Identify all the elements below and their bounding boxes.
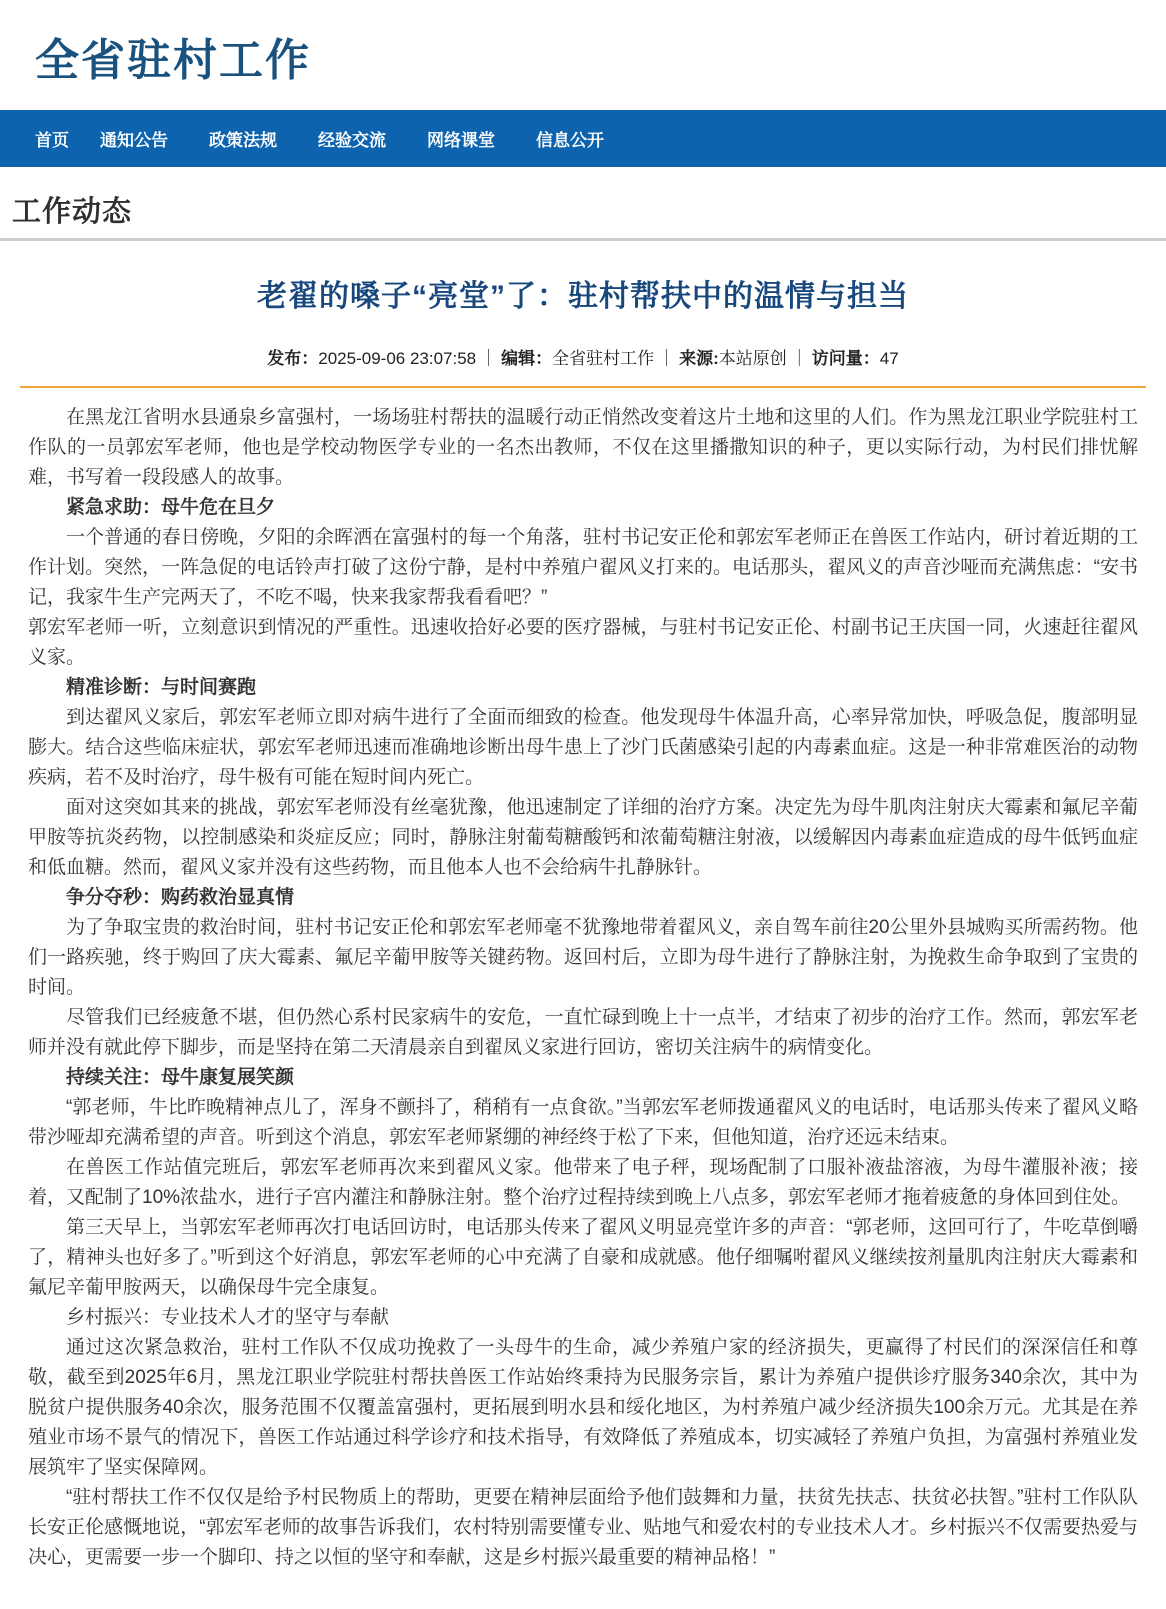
main-nav — [0, 110, 1166, 167]
article-paragraph: 在黑龙江省明水县通泉乡富强村，一场场驻村帮扶的温暖行动正悄然改变着这片土地和这里的人们。作为黑龙江职业学院驻村工作队的一员郭宏军老师，他也是学校动物医学专业的一名杰出教师，不仅在这里播撒知识的种子，更以实际行动，为村民们排忧解难，书写着一段段感人的故事。 — [28, 407, 1138, 488]
meta-label: 来源: — [679, 349, 719, 368]
article-title: 老翟的嗓子“亮堂”了：驻村帮扶中的温情与担当 — [257, 280, 909, 313]
meta-label: 发布： — [267, 349, 319, 368]
article-paragraph: 到达翟风义家后，郭宏军老师立即对病牛进行了全面而细致的检查。他发现母牛体温升高，心率异常加快，呼吸急促，腹部明显膨大。结合这些临床症状，郭宏军老师迅速而准确地诊断出母牛患上了沙门氏菌感染引起的内毒素血症。这是一种非常难医治的动物疾病，若不及时治疗，母牛极有可能在短时间内死亡。 — [28, 707, 1138, 788]
article-subheading: 精准诊断：与时间赛跑 — [66, 677, 257, 698]
nav-item-info-disclosure[interactable]: 信息公开 — [536, 131, 604, 150]
site-logo[interactable]: 全省驻村工作 — [35, 36, 311, 85]
article-meta — [0, 344, 1166, 369]
article-body — [0, 388, 1166, 1609]
section-bar — [0, 167, 1166, 241]
meta-separator: ｜ — [658, 349, 676, 368]
nav-item-courses[interactable]: 网络课堂 — [427, 131, 495, 150]
nav-item-home[interactable]: 首页 — [35, 131, 69, 150]
article-subheading: 乡村振兴：专业技术人才的坚守与奉献 — [66, 1307, 390, 1328]
article — [0, 277, 1166, 1609]
nav-item-notices[interactable]: 通知公告 — [100, 131, 168, 150]
meta-editor — [501, 349, 654, 368]
article-paragraph: 郭宏军老师一听，立刻意识到情况的严重性。迅速收拾好必要的医疗器械，与驻村书记安正伦、村副书记王庆国一同，火速赶往翟风义家。 — [28, 617, 1138, 668]
meta-publish-time — [267, 349, 476, 368]
article-paragraph: “郭老师，牛比昨晚精神点儿了，浑身不颤抖了，稍稍有一点食欲。”当郭宏军老师拨通翟风义的电话时，电话那头传来了翟风义略带沙哑却充满希望的声音。听到这个消息，郭宏军老师紧绷的神经终于松了下来，但他知道，治疗还远未结束。 — [28, 1097, 1138, 1148]
nav-item-experience[interactable]: 经验交流 — [318, 131, 386, 150]
meta-separator: ｜ — [480, 349, 498, 368]
meta-value: 47 — [879, 349, 899, 368]
article-paragraph: 尽管我们已经疲惫不堪，但仍然心系村民家病牛的安危，一直忙碌到晚上十一点半，才结束了初步的治疗工作。然而，郭宏军老师并没有就此停下脚步，而是坚持在第二天清晨亲自到翟凤义家进行回访，密切关注病牛的病情变化。 — [28, 1007, 1138, 1058]
meta-label: 访问量： — [811, 349, 880, 368]
section-title: 工作动态 — [12, 196, 133, 228]
article-paragraph: 一个普通的春日傍晚，夕阳的余晖洒在富强村的每一个角落，驻村书记安正伦和郭宏军老师正在兽医工作站内，研讨着近期的工作计划。突然，一阵急促的电话铃声打破了这份宁静，是村中养殖户翟风义打来的。电话那头，翟风义的声音沙哑而充满焦虑：“安书记，我家牛生产完两天了，不吃不喝，快来我家帮我看看吧？” — [28, 527, 1138, 608]
nav-item-policies[interactable]: 政策法规 — [209, 131, 277, 150]
meta-label: 编辑： — [501, 349, 553, 368]
article-paragraph: 为了争取宝贵的救治时间，驻村书记安正伦和郭宏军老师毫不犹豫地带着翟风义，亲自驾车前往20公里外县城购买所需药物。他们一路疾驰，终于购回了庆大霉素、氟尼辛葡甲胺等关键药物。返回村后，立即为母牛进行了静脉注射，为挽救生命争取到了宝贵的时间。 — [28, 917, 1138, 998]
meta-value: 2025-09-06 23:07:58 — [318, 349, 477, 368]
article-paragraph: 通过这次紧急救治，驻村工作队不仅成功挽救了一头母牛的生命，减少养殖户家的经济损失，更赢得了村民们的深深信任和尊敬，截至到2025年6月，黑龙江职业学院驻村帮扶兽医工作站始终秉持为民服务宗旨，累计为养殖户提供诊疗服务340余次，其中为脱贫户提供服务40余次，服务范围不仅覆盖富强村，更拓展到明水县和绥化地区，为村养殖户减少经济损失100余万元。尤其是在养殖业市场不景气的情况下，兽医工作站通过科学诊疗和技术指导，有效降低了养殖成本，切实减轻了养殖户负担，为富强村养殖业发展筑牢了坚实保障网。 — [28, 1337, 1138, 1478]
article-paragraph: “驻村帮扶工作不仅仅是给予村民物质上的帮助，更要在精神层面给予他们鼓舞和力量，扶贫先扶志、扶贫必扶智。”驻村工作队队长安正伦感慨地说，“郭宏军老师的故事告诉我们，农村特别需要懂专业、贴地气和爱农村的专业技术人才。乡村振兴不仅需要热爱与决心，更需要一步一个脚印、持之以恒的坚守和奉献，这是乡村振兴最重要的精神品格！” — [28, 1487, 1138, 1568]
meta-value: 本站原创 — [718, 349, 787, 368]
meta-visit-count — [812, 349, 899, 368]
article-paragraph: 面对这突如其来的挑战，郭宏军老师没有丝毫犹豫，他迅速制定了详细的治疗方案。决定先为母牛肌肉注射庆大霉素和氟尼辛葡甲胺等抗炎药物，以控制感染和炎症反应；同时，静脉注射葡萄糖酸钙和浓葡萄糖注射液，以缓解因内毒素血症造成的母牛低钙血症和低血糖。然而，翟风义家并没有这些药物，而且他本人也不会给病牛扎静脉针。 — [28, 797, 1138, 878]
site-header — [0, 0, 1166, 110]
article-paragraph: 在兽医工作站值完班后，郭宏军老师再次来到翟风义家。他带来了电子秤，现场配制了口服补液盐溶液，为母牛灌服补液；接着，又配制了10%浓盐水，进行子宫内灌注和静脉注射。整个治疗过程持续到晚上八点多，郭宏军老师才拖着疲惫的身体回到住处。 — [28, 1157, 1138, 1208]
meta-value: 全省驻村工作 — [552, 349, 655, 368]
article-subheading: 持续关注：母牛康复展笑颜 — [66, 1067, 295, 1088]
article-paragraph: 第三天早上，当郭宏军老师再次打电话回访时，电话那头传来了翟风义明显亮堂许多的声音：“郭老师，这回可行了，牛吃草倒嚼了，精神头也好多了。”听到这个好消息，郭宏军老师的心中充满了自豪和成就感。他仔细嘱咐翟风义继续按剂量肌肉注射庆大霉素和氟尼辛葡甲胺两天，以确保母牛完全康复。 — [28, 1217, 1138, 1298]
meta-separator: ｜ — [790, 349, 808, 368]
article-subheading: 争分夺秒：购药救治显真情 — [66, 887, 295, 908]
meta-source — [679, 349, 787, 368]
article-subheading: 紧急求助：母牛危在旦夕 — [66, 497, 276, 518]
